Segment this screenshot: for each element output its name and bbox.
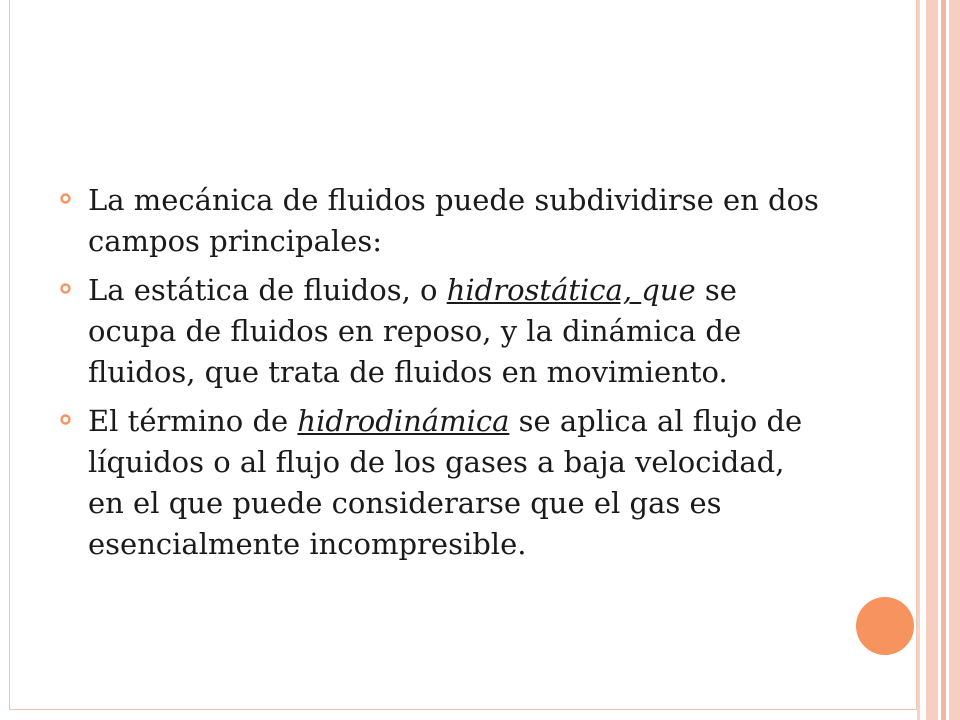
bullet-text: se ocupa de fluidos en reposo, y la dinámica de fluidos, que trata de fluidos en movimiento. — [88, 273, 742, 389]
stripe — [917, 0, 920, 720]
bullet-text: La mecánica de fluidos puede subdividirse en dos campos principales: — [88, 183, 819, 258]
term-hidrostatica: hidrostática, — [446, 273, 642, 307]
bullet-text: se aplica al flujo de líquidos o al flujo de los gases a baja velocidad, en el que puede considerarse que el gas es esencialmente incompresible. — [88, 404, 803, 561]
ring-bullet-icon — [60, 414, 71, 425]
decorative-stripes — [917, 0, 960, 720]
bullet-text-italic: que — [641, 273, 696, 307]
slide-content — [60, 180, 820, 573]
ring-bullet-icon — [60, 193, 71, 204]
bullet-text: La estática de fluidos, o — [88, 273, 447, 307]
stripe — [941, 0, 946, 720]
orange-circle-decoration — [856, 597, 914, 655]
stripe — [926, 0, 938, 720]
bullet-item-3 — [60, 401, 820, 565]
bullet-item-2 — [60, 270, 820, 393]
stripe — [949, 0, 960, 720]
term-hidrodinamica: hidrodinámica — [297, 404, 510, 438]
bullet-text: El término de — [88, 404, 298, 438]
bullet-item-1 — [60, 180, 820, 262]
ring-bullet-icon — [60, 283, 71, 294]
